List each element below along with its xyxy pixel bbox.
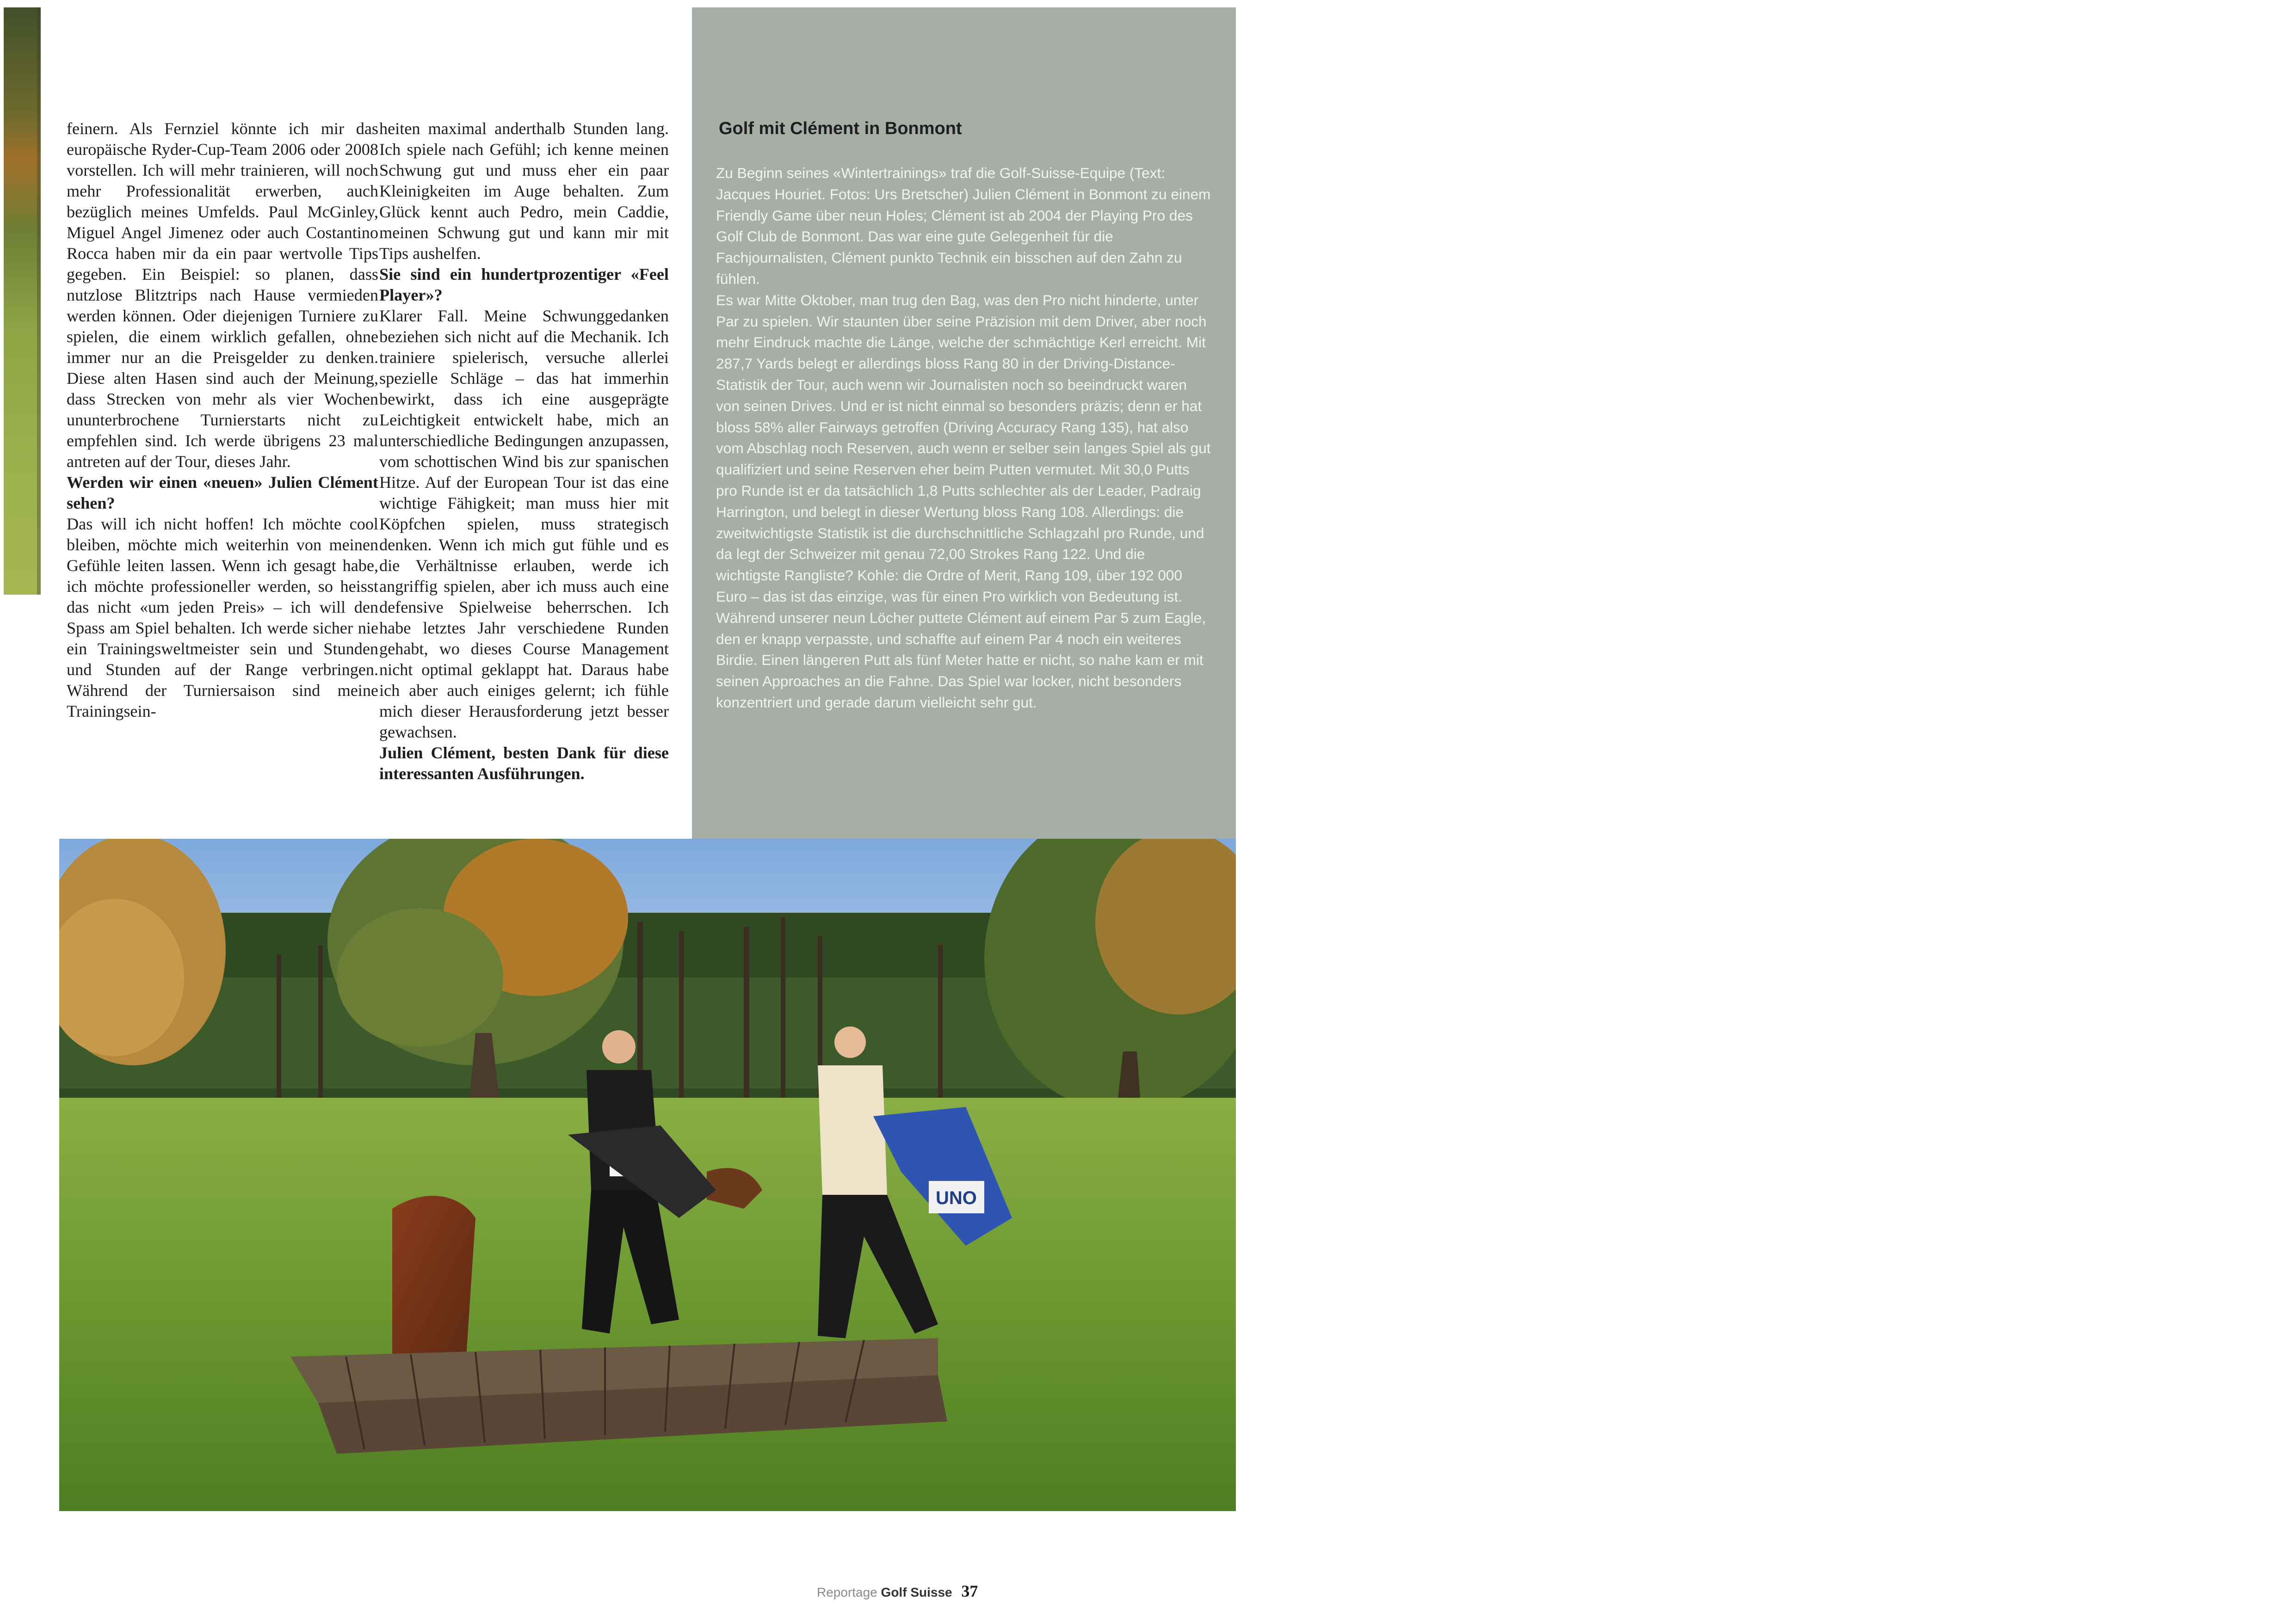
answer-paragraph: Klarer Fall. Meine Schwunggedanken beziehen sich nicht auf die Mechanik. Ich trainiere spielerisch, versuche allerlei spezielle Schläge – das hat immerhin bewirkt, dass ich eine ausgeprägte Leichtigkeit entwickelt habe, mich an unterschiedliche Bedingungen anzupassen, vom schottischen Wind bis zur spanischen Hitze. Auf der European Tour ist das eine wichtige Fähigkeit; man muss hier mit Köpfchen spielen, muss strategisch denken. Wenn ich mich gut fühle und es die Verhältnisse erlauben, werde ich angriffig spielen, aber ich muss auch eine defensive Spielweise beherrschen. Ich habe letztes Jahr verschiedene Runden gehabt, wo dieses Course Management nicht optimal geklappt hat. Daraus habe ich aber auch einiges gelernt; ich fühle mich dieser Herausforderung jetzt besser gewachsen. — [379, 307, 669, 741]
sidebar-body — [716, 163, 1211, 713]
interview-question: Sie sind ein hundertprozentiger «Feel Player»? — [379, 265, 669, 304]
answer-paragraph: Das will ich nicht hoffen! Ich möchte cool bleiben, möchte mich weiterhin von meinen Gefühle leiten lassen. Wenn ich gesagt habe, ich möchte professioneller werden, so heisst das nicht «um jeden Preis» – ich will den Spass am Spiel behalten. Ich werde sicher nie ein Trainingsweltmeister sein und Stunden und Stunden auf der Range verbringen. Während der Turniersaison sind meine Trainingsein- — [67, 515, 378, 720]
answer-paragraph: heiten maximal anderthalb Stunden lang. Ich spiele nach Gefühl; ich kenne meinen Schwung gut und muss eher ein paar Kleinigkeiten im Auge behalten. Zum Glück kennt auch Pedro, mein Caddie, meinen Schwung gut und kann mir mit Tips aushelfen. — [379, 119, 669, 263]
sidebar-box — [692, 7, 1236, 839]
ditch — [392, 1196, 475, 1357]
page-footer — [817, 1582, 978, 1602]
answer-paragraph: feinern. Als Fernziel könnte ich mir das europäische Ryder-Cup-Team 2006 oder 2008 vorstellen. Ich will mehr trainieren, will noch mehr Professionalität erwerben, auch bezüglich meines Umfelds. Paul McGinley, Miguel Angel Jimenez oder auch Costantino Rocca haben mir da ein paar wertvolle Tips gegeben. Ein Beispiel: so planen, dass nutzlose Blitztrips nach Hause vermieden werden können. Oder diejenigen Turniere zu spielen, die einem wirklich gefallen, ohne immer nur an die Preisgelder zu denken. Diese alten Hasen sind auch der Meinung, dass Strecken von mehr als vier Wochen ununterbrochene Turnierstarts nicht zu empfehlen sind. Ich werde übrigens 23 mal antreten auf der Tour, dieses Jahr. — [67, 119, 378, 471]
interview-question: Werden wir einen «neuen» Julien Clément sehen? — [67, 473, 378, 512]
footer-magazine: Golf Suisse — [881, 1585, 952, 1599]
article-column-2 — [379, 118, 669, 784]
golf-bag-brand: UNO — [936, 1188, 977, 1208]
closing-remark: Julien Clément, besten Dank für diese interessanten Ausführungen. — [379, 744, 669, 783]
golf-course-photo — [59, 839, 1236, 1511]
article-column-1 — [67, 118, 378, 722]
sidebar-paragraph: Während unserer neun Löcher puttete Clément auf einem Par 5 zum Eagle, den er knapp verpasste, und schaffte auf einem Par 4 noch ein weiteres Birdie. Einen längeren Putt als fünf Meter hatte er nicht, so nahe kam er mit seinen Approaches an die Fahne. Das Spiel war locker, nicht besonders konzentriert und gerade darum vielleicht sehr gut. — [716, 609, 1206, 711]
adjacent-photo-strip — [4, 7, 41, 595]
sidebar-title: Golf mit Clément in Bonmont — [719, 119, 962, 138]
interview-text-panel — [41, 7, 692, 839]
sidebar-paragraph: Es war Mitte Oktober, man trug den Bag, was den Pro nicht hinderte, unter Par zu spielen. Wir staunten über seine Präzision mit dem Driver, aber noch mehr Eindruck machte die Länge, welche der schmächtige Kerl erreicht. Mit 287,7 Yards belegt er allerdings bloss Rang 80 in der Driving-Distance-Statistik der Tour, auch wenn wir Journalisten noch so beeindruckt waren von seinen Drives. Und er ist nicht einmal so besonders präzis; denn er hat bloss 58% aller Fairways getroffen (Driving Accuracy Rang 135), hat also vom Abschlag noch Reserven, auch wenn er selber sein langes Spiel als gut qualifiziert und seine Reserven eher beim Putten vermutet. Mit 30,0 Putts pro Runde ist er da tatsächlich 1,8 Putts schlechter als der Leader, Padraig Harrington, und belegt in dieser Wertung bloss Rang 108. Allerdings: die zweitwichtigste Statistik ist die durchschnittliche Schlagzahl pro Runde, und da legt der Schweizer mit genau 72,00 Strokes Rang 122. Und die wichtigste Rangliste? Kohle: die Ordre of Merit, Rang 109, über 192 000 Euro – das ist das einzige, was für einen Pro wirklich von Bedeutung ist. — [716, 291, 1211, 605]
photo-illustration — [59, 839, 1236, 1511]
footer-section: Reportage — [817, 1585, 877, 1599]
sidebar-paragraph: Zu Beginn seines «Wintertrainings» traf die Golf-Suisse-Equipe (Text: Jacques Houriet. Fotos: Urs Bretscher) Julien Clément in Bonmont zu einem Friendly Game über neun Holes; Clément ist ab 2004 der Playing Pro des Golf Club de Bonmont. Das war eine gute Gelegenheit für die Fachjournalisten, Clément punkto Technik ein bisschen auf den Zahn zu fühlen. — [716, 165, 1211, 287]
page-number: 37 — [961, 1582, 978, 1600]
